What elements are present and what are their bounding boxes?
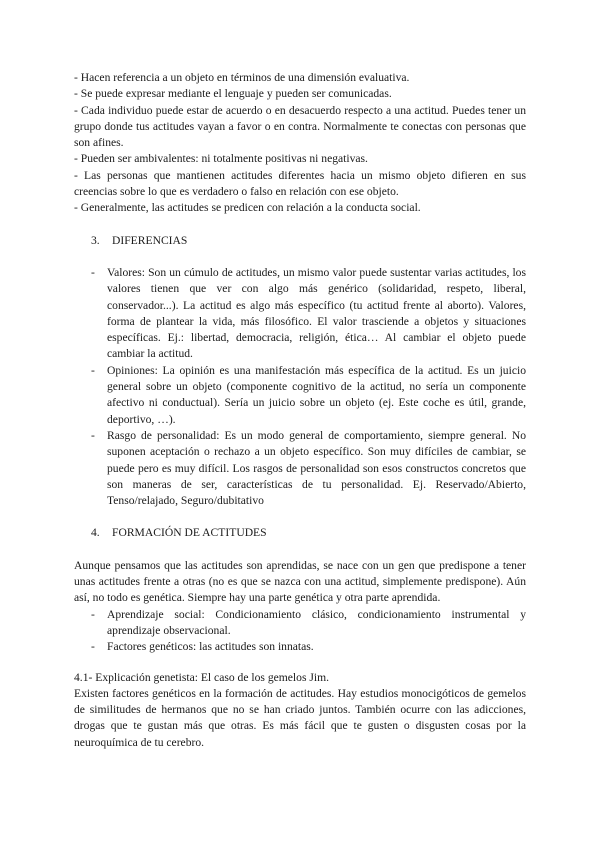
intro-line: - Hacen referencia a un objeto en términos de una dimensión evaluativa. [74,71,410,84]
differences-list [91,265,526,509]
bullet: - [91,607,95,621]
list-item-text: Valores: Son un cúmulo de actitudes, un mismo valor puede sustentar varias actitudes, los valores tienen que ver con algo más genérico (solidaridad, respeto, liberal, conservador...). La actitud es algo más específico (tu actitud frente al aborto). Valores, forma de plantear la vida, más filosófico. El valor trasciende a objetos y situaciones específicas. Ej.: libertad, democracia, religión, ética… Al cambiar el objeto puede cambiar la actitud. [107,265,526,361]
list-item-text: Opiniones: La opinión es una manifestación más específica de la actitud. Es un juicio general sobre un objeto (componente cognitivo de la actitud, no sería un componente afectivo ni conductual). Sería un juicio sobre un objeto (ej. Este coche es útil, grande, deportivo, …). [107,363,526,426]
intro-line: - Pueden ser ambivalentes: ni totalmente positivas ni negativas. [74,152,368,166]
section-number: 3. [91,233,100,247]
list-item [91,363,526,428]
list-item-text: Rasgo de personalidad: Es un modo general de comportamiento, siempre general. No suponen aceptación o rechazo a un objeto específico. Son muy difíciles de cambiar, se puede pero es muy difícil. Los rasgos de personalidad son esos constructos concretos que son maneras de ser, características de tu personalidad. Ej. Reservado/Abierto, Tenso/relajado, Seguro/dubitativo [107,428,526,508]
bullet: - [91,428,95,442]
section-3-heading [91,233,521,249]
section-4-paragraph: Aunque pensamos que las actitudes son aprendidas, se nace con un gen que predispone a tener unas actitudes frente a otras (no es que se nazca con una actitud, simplemente predispone). Aún así, no todo es genética. Siempre hay una parte genética y otra parte aprendida. [74,558,526,605]
bullet: - [91,363,95,377]
section-4-heading [91,525,521,541]
section-4-body [74,558,526,607]
list-item [91,639,526,655]
list-item-text: Factores genéticos: las actitudes son innatas. [107,640,314,654]
list-item [91,607,526,640]
section-title: DIFERENCIAS [112,233,188,247]
list-item-text: Aprendizaje social: Condicionamiento clásico, condicionamiento instrumental y aprendizaje observacional. [107,607,526,637]
intro-line: - Las personas que mantienen actitudes diferentes hacia un mismo objeto difieren en sus creencias sobre lo que es verdadero o falso en relación con ese objeto. [74,168,526,199]
intro-line: - Se puede expresar mediante el lenguaje y pueden ser comunicadas. [74,87,392,101]
section-number: 4. [91,526,100,540]
bullet: - [91,640,95,654]
intro-list [74,70,526,217]
bullet: - [91,265,95,279]
intro-line: - Cada individuo puede estar de acuerdo o en desacuerdo respecto a una actitud. Puedes tener un grupo donde tus actitudes vayan a favor o en contra. Normalmente te conectas con personas que son afines. [74,103,526,150]
formation-list [91,607,526,656]
subsection-paragraph: Existen factores genéticos en la formación de actitudes. Hay estudios monocigóticos de gemelos de similitudes de hermanos que no se han criado juntos. También ocurre con las adicciones, drogas que te gustan más que otras. Es más fácil que te gusten o disgusten cosas por la neuroquímica de tu cerebro. [74,686,526,749]
section-4-1 [74,670,526,751]
list-item [91,428,526,509]
list-item [91,265,526,363]
section-title: FORMACIÓN DE ACTITUDES [112,526,267,540]
intro-line: - Generalmente, las actitudes se predicen con relación a la conducta social. [74,201,421,215]
subsection-title: 4.1- Explicación genetista: El caso de los gemelos Jim. [74,670,330,684]
